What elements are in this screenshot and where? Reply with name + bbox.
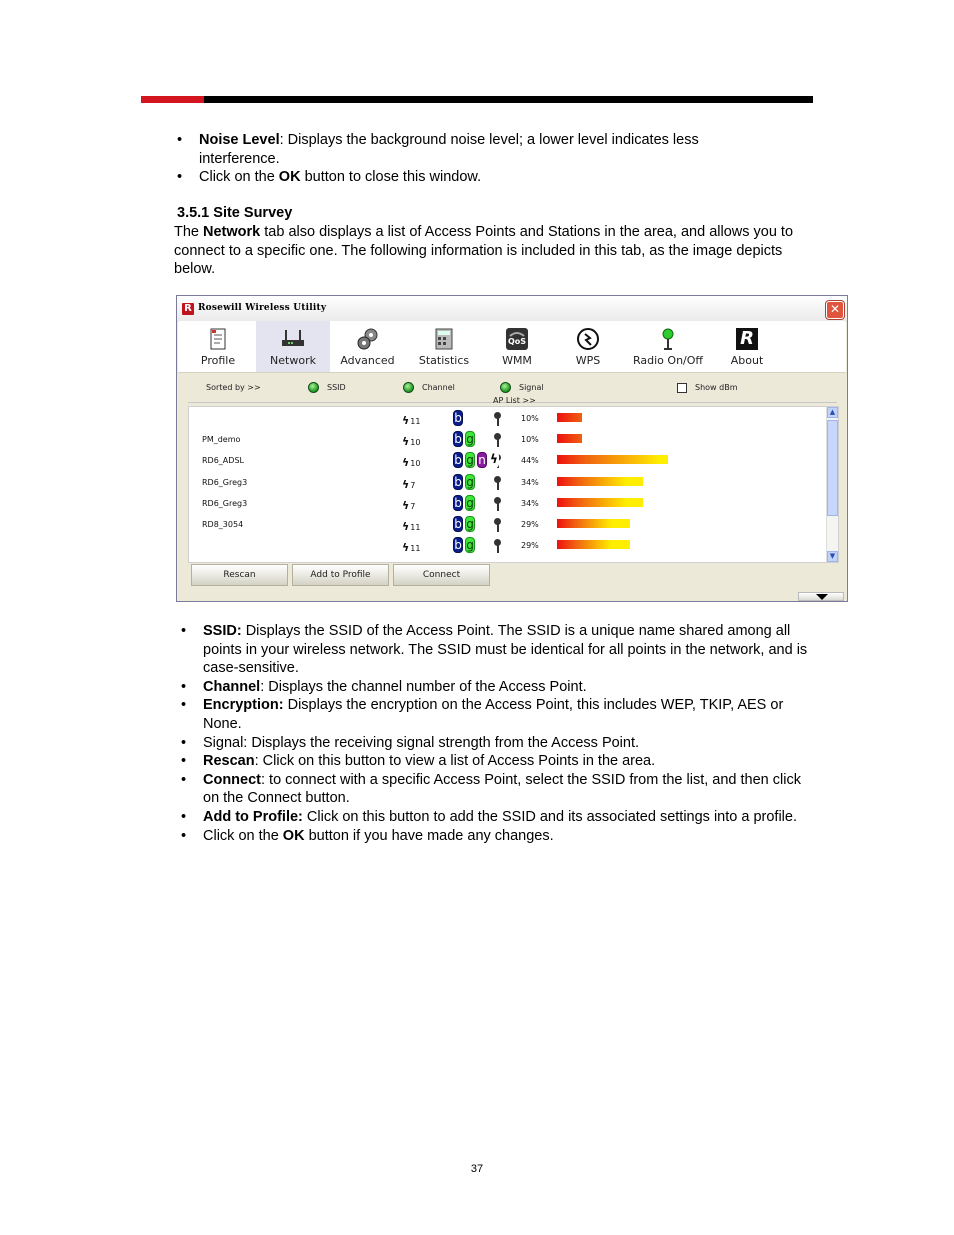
bullet-item <box>181 827 816 846</box>
statistics-calculator-icon <box>432 327 456 351</box>
mode-g-icon: g <box>466 538 474 553</box>
page-number: 37 <box>470 1163 484 1175</box>
profile-icon <box>206 327 230 351</box>
bullet-item <box>181 696 816 733</box>
section-paragraph <box>174 223 814 279</box>
bullet-item <box>181 678 816 697</box>
bullet-bold: Encryption: <box>203 697 284 714</box>
bullet-text: Signal: Displays the receiving signal strength from the Access Point. <box>203 734 640 751</box>
ap-channel <box>402 499 415 512</box>
channel-antenna-icon: ϟ <box>402 477 410 491</box>
bullet-bold: Add to Profile: <box>203 808 303 825</box>
icon-badge: QoS <box>507 337 527 346</box>
ap-channel <box>402 478 415 491</box>
network-router-icon <box>281 327 305 351</box>
ap-channel-number: 10 <box>410 438 421 448</box>
bullet-text: Displays the SSID of the Access Point. The SSID is a unique name shared among all points in your wireless network. The SSID must be identical for all points in the network, and is case-sensitive. <box>203 623 808 677</box>
ap-list-row[interactable] <box>189 515 826 536</box>
bullet-bold: SSID: <box>203 623 242 639</box>
wmm-qos-icon <box>505 327 529 351</box>
mode-b-icon: b <box>454 538 462 553</box>
advanced-gears-icon <box>356 327 380 351</box>
bullet-item <box>181 734 816 753</box>
mode-g-icon: g <box>466 432 474 447</box>
app-logo-icon: R <box>182 303 194 315</box>
expand-button[interactable] <box>798 592 844 601</box>
mode-n-icon: n <box>478 453 486 468</box>
bullet-item <box>181 808 816 827</box>
show-dbm-label: Show dBm <box>695 383 738 392</box>
tab-label: Statistics <box>418 354 470 367</box>
tab-radio-on-off[interactable] <box>626 321 710 372</box>
sort-channel-radio[interactable] <box>403 382 414 393</box>
ap-list[interactable] <box>188 406 839 563</box>
ap-list-row[interactable] <box>189 430 826 451</box>
sort-ssid-label: SSID <box>327 383 346 392</box>
tab-label: Advanced <box>340 354 395 367</box>
bullet-bold: Noise Level <box>199 132 280 148</box>
section-title: 3.5.1 Site Survey <box>177 205 293 221</box>
ap-ssid: RD8_3054 <box>202 520 244 529</box>
ap-channel <box>402 456 420 469</box>
bullet-text: button to close this window. <box>300 169 482 186</box>
window-titlebar[interactable] <box>177 296 847 322</box>
tab-wmm[interactable] <box>482 321 552 372</box>
ap-signal-percent: 10% <box>521 435 539 445</box>
channel-antenna-icon: ϟ <box>402 414 410 427</box>
ap-ssid: RD6_ADSL <box>202 456 244 466</box>
bullet-item <box>181 752 816 771</box>
ap-list-row[interactable] <box>189 494 826 515</box>
bullet-text: : Displays the background noise level; a lower level indicates less interference. <box>199 132 699 167</box>
signal-strength-bar <box>557 498 643 507</box>
about-r-icon <box>735 327 759 351</box>
tab-label: Profile <box>200 354 236 367</box>
channel-antenna-icon: ϟ <box>402 456 410 470</box>
tab-network[interactable] <box>256 321 330 372</box>
signal-strength-bar <box>557 540 630 549</box>
ap-list-row[interactable] <box>189 409 826 430</box>
tab-label: Network <box>270 354 316 367</box>
bullet-text: : Click on this button to view a list of Access Points in the area. <box>254 753 656 770</box>
encryption-key-icon <box>494 433 501 447</box>
icon-badge: R <box>740 328 754 349</box>
ap-channel-number: 7 <box>410 480 416 490</box>
ap-list-label[interactable]: AP List >> <box>493 396 536 405</box>
ap-channel <box>402 435 420 448</box>
tab-label: WMM <box>502 354 532 367</box>
ap-signal-percent: 29% <box>521 520 539 529</box>
connect-button[interactable]: Connect <box>393 564 490 586</box>
ap-signal-percent: 34% <box>521 498 539 508</box>
bullet-bold: OK <box>278 169 301 186</box>
bullet-bold: Connect <box>203 771 261 788</box>
bullet-item <box>181 622 816 678</box>
bullet-bold: Rescan <box>203 753 255 770</box>
signal-strength-bar <box>557 455 668 464</box>
mode-b-icon: b <box>454 495 462 510</box>
ap-signal-percent: 44% <box>521 456 539 466</box>
ap-signal-percent: 10% <box>521 414 539 423</box>
encryption-key-icon <box>494 412 501 426</box>
bullet-text: button if you have made any changes. <box>304 827 554 844</box>
sort-channel-label: Channel <box>422 383 455 392</box>
tab-profile[interactable] <box>186 321 250 372</box>
ap-channel <box>402 541 420 554</box>
ap-ssid: PM_demo <box>202 435 241 445</box>
signal-strength-bar <box>557 413 582 422</box>
encryption-key-icon <box>494 476 501 490</box>
ap-channel-number: 11 <box>410 417 421 426</box>
mode-b-icon: b <box>454 517 462 531</box>
expand-arrow-icon <box>816 594 828 600</box>
bullet-text: : Displays the channel number of the Access Point. <box>260 678 587 695</box>
top-bullet-list <box>177 131 767 187</box>
bullet-text: Displays the encryption on the Access Point, this includes WEP, TKIP, AES or None. <box>203 697 784 732</box>
header-rule <box>141 96 813 103</box>
mode-wps-icon: ϟ <box>490 452 498 467</box>
mode-b-icon: b <box>454 474 462 489</box>
tab-statistics[interactable] <box>406 321 482 372</box>
window-title: Rosewill Wireless Utility <box>198 303 327 313</box>
bullet-text: Click on this button to add the SSID and its associated settings into a profile. <box>302 808 797 825</box>
ap-ssid: RD6_Greg3 <box>202 498 248 508</box>
bullet-item <box>181 771 816 808</box>
main-toolbar <box>178 321 846 373</box>
bullet-pre: Click on the <box>203 827 283 844</box>
sort-ssid-radio[interactable] <box>308 382 319 393</box>
signal-strength-bar <box>557 434 582 443</box>
tab-label: WPS <box>575 354 601 367</box>
tab-label: Radio On/Off <box>633 354 703 367</box>
bullet-pre: Click on the <box>199 169 279 186</box>
wireless-utility-window <box>176 295 848 602</box>
ap-channel-number: 11 <box>410 523 421 532</box>
signal-strength-bar <box>557 477 643 486</box>
tab-label: About <box>730 354 764 367</box>
bottom-bullet-list <box>181 622 816 845</box>
ap-channel-number: 11 <box>410 544 421 554</box>
tab-about[interactable] <box>706 321 788 372</box>
channel-antenna-icon: ϟ <box>402 541 410 555</box>
mode-b-icon: b <box>454 432 462 447</box>
encryption-key-icon <box>494 497 501 511</box>
bullet-bold: Channel <box>203 678 261 695</box>
ap-list-row[interactable] <box>189 536 826 557</box>
bullet-text: : to connect with a specific Access Point, select the SSID from the list, and then click on the Connect button. <box>203 771 801 807</box>
encryption-key-icon <box>494 539 501 553</box>
mode-b-icon: b <box>454 453 462 468</box>
mode-b-icon: b <box>454 411 462 425</box>
tab-wps[interactable] <box>558 321 618 372</box>
ap-list-scrollbar[interactable] <box>826 407 838 562</box>
rescan-button[interactable]: Rescan <box>191 564 288 586</box>
mode-g-icon: g <box>466 474 474 489</box>
mode-g-icon: g <box>466 517 474 531</box>
ap-signal-percent: 29% <box>521 541 539 551</box>
sort-signal-label: Signal <box>519 383 544 392</box>
scroll-thumb[interactable] <box>827 420 838 516</box>
tab-advanced[interactable] <box>331 321 404 372</box>
ap-channel <box>402 414 420 427</box>
mode-g-icon: g <box>466 453 474 468</box>
para-text: tab also displays a list of Access Points and Stations in the area, and allows you to connect to a specific one. The following information is included in this tab, as the image depicts below. <box>174 224 794 278</box>
sort-signal-radio[interactable] <box>500 382 511 393</box>
ap-channel-number: 7 <box>410 501 416 511</box>
scroll-up-icon[interactable]: ▲ <box>827 407 838 418</box>
header-rule-accent <box>141 96 204 103</box>
bullet-bold: OK <box>282 827 305 844</box>
encryption-key-icon <box>494 518 501 532</box>
close-button[interactable]: ✕ <box>826 301 844 319</box>
sorted-by-label: Sorted by >> <box>206 383 261 392</box>
ap-channel-number: 10 <box>410 459 421 469</box>
channel-antenna-icon: ϟ <box>402 498 410 512</box>
ap-ssid: RD6_Greg3 <box>202 477 248 487</box>
para-pre: The <box>174 224 204 240</box>
scroll-down-icon[interactable]: ▼ <box>827 551 838 562</box>
signal-strength-bar <box>557 519 630 528</box>
sort-row <box>177 374 847 398</box>
ap-channel <box>402 520 420 533</box>
ap-list-row[interactable] <box>189 473 826 494</box>
ap-list-row[interactable] <box>189 451 826 472</box>
mode-g-icon: g <box>466 495 474 510</box>
para-bold: Network <box>203 224 261 240</box>
show-dbm-checkbox[interactable] <box>677 383 687 393</box>
bullet-item <box>177 131 767 168</box>
channel-antenna-icon: ϟ <box>402 435 410 449</box>
channel-antenna-icon: ϟ <box>402 520 410 533</box>
bullet-item <box>177 168 767 187</box>
ap-signal-percent: 34% <box>521 477 539 487</box>
add-to-profile-button[interactable]: Add to Profile <box>292 564 389 586</box>
radio-antenna-icon <box>656 327 680 351</box>
wps-icon <box>576 327 600 351</box>
